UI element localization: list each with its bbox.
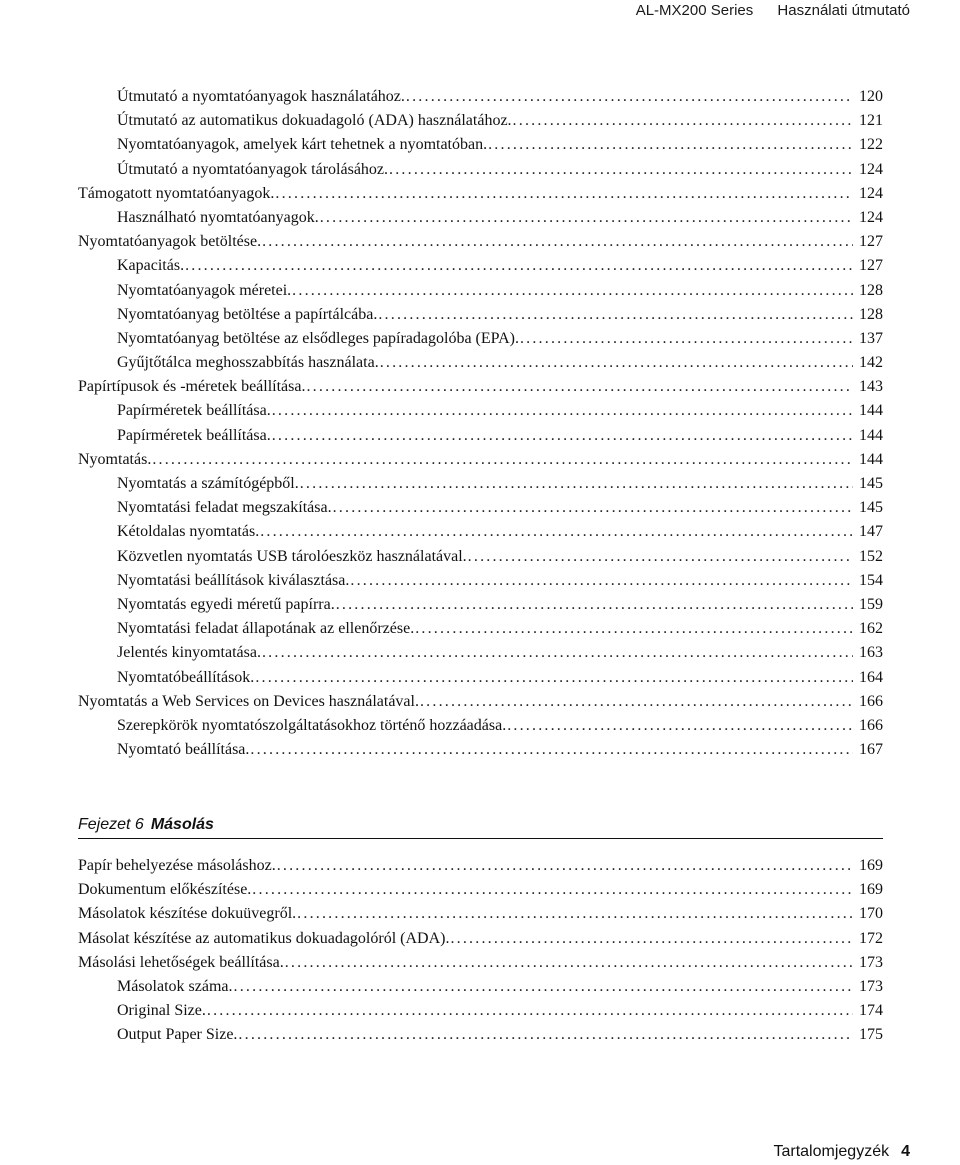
toc-entry-title: Original Size. <box>117 1002 206 1020</box>
toc-dot-leader <box>184 254 853 278</box>
toc-entry-page: 154 <box>859 571 883 589</box>
toc-dot-leader <box>512 109 853 133</box>
toc-entry[interactable] <box>78 617 883 641</box>
toc-entry-page: 159 <box>859 595 883 613</box>
toc-dot-leader <box>506 714 853 738</box>
toc-entry-page: 144 <box>859 402 883 420</box>
toc-entry[interactable] <box>78 520 883 544</box>
toc-entry-page: 121 <box>859 112 883 130</box>
toc-entry-page: 120 <box>859 88 883 105</box>
footer-section-title: Tartalomjegyzék <box>773 1143 890 1160</box>
toc-dot-leader <box>379 351 853 375</box>
toc-entry[interactable] <box>78 424 883 448</box>
toc-entry[interactable] <box>78 351 883 375</box>
toc-entry-page: 142 <box>859 354 883 372</box>
toc-entry[interactable] <box>78 206 883 230</box>
toc-entry-page: 124 <box>859 208 883 226</box>
toc-entry-title: Nyomtatóanyagok méretei. <box>117 281 292 299</box>
toc-entry[interactable] <box>78 854 883 878</box>
toc-entry-title: Nyomtatóanyag betöltése az elsődleges papíradagolóba (EPA). <box>117 329 519 347</box>
toc-entry-title: Használható nyomtatóanyagok. <box>117 208 319 226</box>
toc-entry-title: Támogatott nyomtatóanyagok. <box>78 184 275 202</box>
toc-entry-title: Nyomtatás egyedi méretű papírra. <box>117 595 335 613</box>
toc-entry-title: Papírméretek beállítása. <box>117 426 271 444</box>
toc-entry-page: 124 <box>859 160 883 178</box>
chapter-label: Fejezet 6 <box>78 816 144 833</box>
toc-entry[interactable] <box>78 158 883 182</box>
toc-entry-page: 170 <box>859 905 883 923</box>
toc-entry-page: 128 <box>859 281 883 299</box>
toc-entry-title: Útmutató a nyomtatóanyagok használatához. <box>117 88 405 105</box>
toc-dot-leader <box>271 424 853 448</box>
toc-entry[interactable] <box>78 545 883 569</box>
toc-entry-page: 145 <box>859 499 883 517</box>
footer-page-number: 4 <box>901 1143 910 1160</box>
toc-entry-page: 137 <box>859 329 883 347</box>
toc-entry-page: 144 <box>859 426 883 444</box>
toc-entry[interactable] <box>78 85 883 109</box>
toc-entry[interactable] <box>78 690 883 714</box>
toc-entry-title: Nyomtatóanyagok, amelyek kárt tehetnek a nyomtatóban. <box>117 136 488 154</box>
toc-entry[interactable] <box>78 975 883 999</box>
toc-entry-title: Útmutató az automatikus dokuadagoló (ADA) használatához. <box>117 112 512 130</box>
toc-entry-title: Nyomtatás a Web Services on Devices használatával. <box>78 692 419 710</box>
toc-entry-page: 143 <box>859 378 883 396</box>
toc-entry-title: Nyomtatóanyagok betöltése. <box>78 233 262 251</box>
toc-dot-leader <box>319 206 853 230</box>
page-header <box>636 0 910 22</box>
toc-dot-leader <box>251 878 853 902</box>
toc-entry-title: Másolat készítése az automatikus dokuadagolóról (ADA). <box>78 929 450 947</box>
toc-entry[interactable] <box>78 182 883 206</box>
toc-entry-title: Kapacitás. <box>117 257 185 275</box>
toc-dot-leader <box>377 303 853 327</box>
toc-entry-page: 122 <box>859 136 883 154</box>
toc-entry-page: 145 <box>859 475 883 492</box>
toc-entry-title: Output Paper Size. <box>117 1026 238 1044</box>
toc-entry-title: Papírméretek beállítása. <box>117 402 271 420</box>
toc-entry-title: Közvetlen nyomtatás USB tárolóeszköz használatával. <box>117 547 467 565</box>
toc-entry-page: 169 <box>859 857 883 874</box>
toc-dot-leader <box>259 520 853 544</box>
toc-entry-title: Nyomtatási beállítások kiválasztása. <box>117 571 350 589</box>
toc-entry[interactable] <box>78 399 883 423</box>
toc-entry-title: Dokumentum előkészítése. <box>78 881 252 899</box>
toc-entry-page: 166 <box>859 716 883 734</box>
toc-dot-leader <box>388 158 853 182</box>
toc-entry[interactable] <box>78 878 883 902</box>
toc-entry-page: 124 <box>859 184 883 202</box>
toc-entry-title: Kétoldalas nyomtatás. <box>117 523 260 541</box>
toc-dot-leader <box>299 472 853 496</box>
toc-entry-page: 174 <box>859 1002 883 1020</box>
toc-entry-title: Papír behelyezése másoláshoz. <box>78 857 276 874</box>
toc-entry[interactable] <box>78 1023 883 1047</box>
toc-entry-title: Másolási lehetőségek beállítása. <box>78 953 284 971</box>
toc-entry[interactable] <box>78 496 883 520</box>
toc-entry[interactable] <box>78 902 883 926</box>
toc-entry-title: Nyomtató beállítása. <box>117 741 250 759</box>
toc-entry-title: Nyomtatóanyag betöltése a papírtálcába. <box>117 305 378 323</box>
toc-dot-leader <box>261 641 853 665</box>
toc-entry[interactable] <box>78 109 883 133</box>
toc-dot-leader <box>206 999 853 1023</box>
toc-entry[interactable] <box>78 230 883 254</box>
toc-dot-leader <box>233 975 853 999</box>
toc-dot-leader <box>305 375 853 399</box>
toc-dot-leader <box>449 927 853 951</box>
toc-entry[interactable] <box>78 999 883 1023</box>
toc-dot-leader <box>237 1023 853 1047</box>
toc-dot-leader <box>261 230 853 254</box>
toc-entry-page: 163 <box>859 644 883 662</box>
toc-entry[interactable] <box>78 738 883 762</box>
toc-entry[interactable] <box>78 714 883 738</box>
toc-entry[interactable] <box>78 279 883 303</box>
toc-entry-page: 127 <box>859 233 883 251</box>
toc-entry-page: 172 <box>859 929 883 947</box>
toc-dot-leader <box>274 182 853 206</box>
toc-entry-title: Papírtípusok és -méretek beállítása. <box>78 378 306 396</box>
toc-entry-page: 175 <box>859 1026 883 1044</box>
toc-entry[interactable] <box>78 927 883 951</box>
toc-entry[interactable] <box>78 666 883 690</box>
toc-dot-leader <box>254 666 853 690</box>
toc-dot-leader <box>487 133 853 157</box>
toc-entry-page: 152 <box>859 547 883 565</box>
toc-dot-leader <box>405 85 853 109</box>
toc-dot-leader <box>249 738 853 762</box>
toc-dot-leader <box>151 448 853 472</box>
toc-entry-page: 147 <box>859 523 883 541</box>
toc-dot-leader <box>276 854 853 878</box>
toc-dot-leader <box>296 902 853 926</box>
toc-entry-page: 173 <box>859 977 883 995</box>
toc-dot-leader <box>349 569 853 593</box>
toc-entry-page: 162 <box>859 620 883 638</box>
toc-entry[interactable] <box>78 641 883 665</box>
toc-entry-page: 166 <box>859 692 883 710</box>
toc-entry-title: Gyűjtőtálca meghosszabbítás használata. <box>117 354 379 372</box>
toc-entry-title: Másolatok készítése dokuüvegről. <box>78 905 297 923</box>
toc-entry-page: 173 <box>859 953 883 971</box>
toc-entry-title: Másolatok száma. <box>117 977 233 995</box>
toc-entry-title: Nyomtatási feladat állapotának az ellenőrzése. <box>117 620 415 638</box>
toc-entry-page: 128 <box>859 305 883 323</box>
toc-entry-page: 169 <box>859 881 883 899</box>
toc-entry[interactable] <box>78 327 883 351</box>
toc-entry[interactable] <box>78 593 883 617</box>
toc-entry[interactable] <box>78 472 883 496</box>
toc-section-copying <box>78 854 883 1048</box>
toc-dot-leader <box>335 593 853 617</box>
toc-dot-leader <box>332 496 853 520</box>
header-document-title: Használati útmutató <box>777 2 910 19</box>
toc-entry-page: 144 <box>859 450 883 468</box>
toc-dot-leader <box>419 690 853 714</box>
toc-entry-page: 167 <box>859 741 883 759</box>
toc-dot-leader <box>414 617 853 641</box>
page-footer <box>773 1140 910 1164</box>
header-product-name: AL-MX200 Series <box>635 2 754 19</box>
toc-section-main <box>78 85 883 762</box>
chapter-heading <box>78 812 883 839</box>
toc-dot-leader <box>284 951 853 975</box>
toc-dot-leader <box>467 545 853 569</box>
toc-entry-title: Nyomtatás a számítógépből. <box>117 475 299 492</box>
toc-dot-leader <box>291 279 853 303</box>
toc-entry[interactable] <box>78 569 883 593</box>
toc-entry-title: Szerepkörök nyomtatószolgáltatásokhoz történő hozzáadása. <box>117 716 507 734</box>
toc-entry[interactable] <box>78 254 883 278</box>
toc-entry[interactable] <box>78 375 883 399</box>
toc-dot-leader <box>271 399 853 423</box>
toc-entry-page: 164 <box>859 668 883 686</box>
toc-entry-title: Nyomtatás. <box>78 450 152 468</box>
toc-entry-title: Útmutató a nyomtatóanyagok tárolásához. <box>117 160 389 178</box>
toc-entry-page: 127 <box>859 257 883 275</box>
toc-entry[interactable] <box>78 303 883 327</box>
toc-entry-title: Jelentés kinyomtatása. <box>117 644 261 662</box>
toc-entry[interactable] <box>78 133 883 157</box>
toc-entry[interactable] <box>78 951 883 975</box>
toc-entry[interactable] <box>78 448 883 472</box>
toc-dot-leader <box>519 327 853 351</box>
toc-entry-title: Nyomtatóbeállítások. <box>117 668 255 686</box>
toc-entry-title: Nyomtatási feladat megszakítása. <box>117 499 332 517</box>
chapter-title: Másolás <box>150 816 214 833</box>
